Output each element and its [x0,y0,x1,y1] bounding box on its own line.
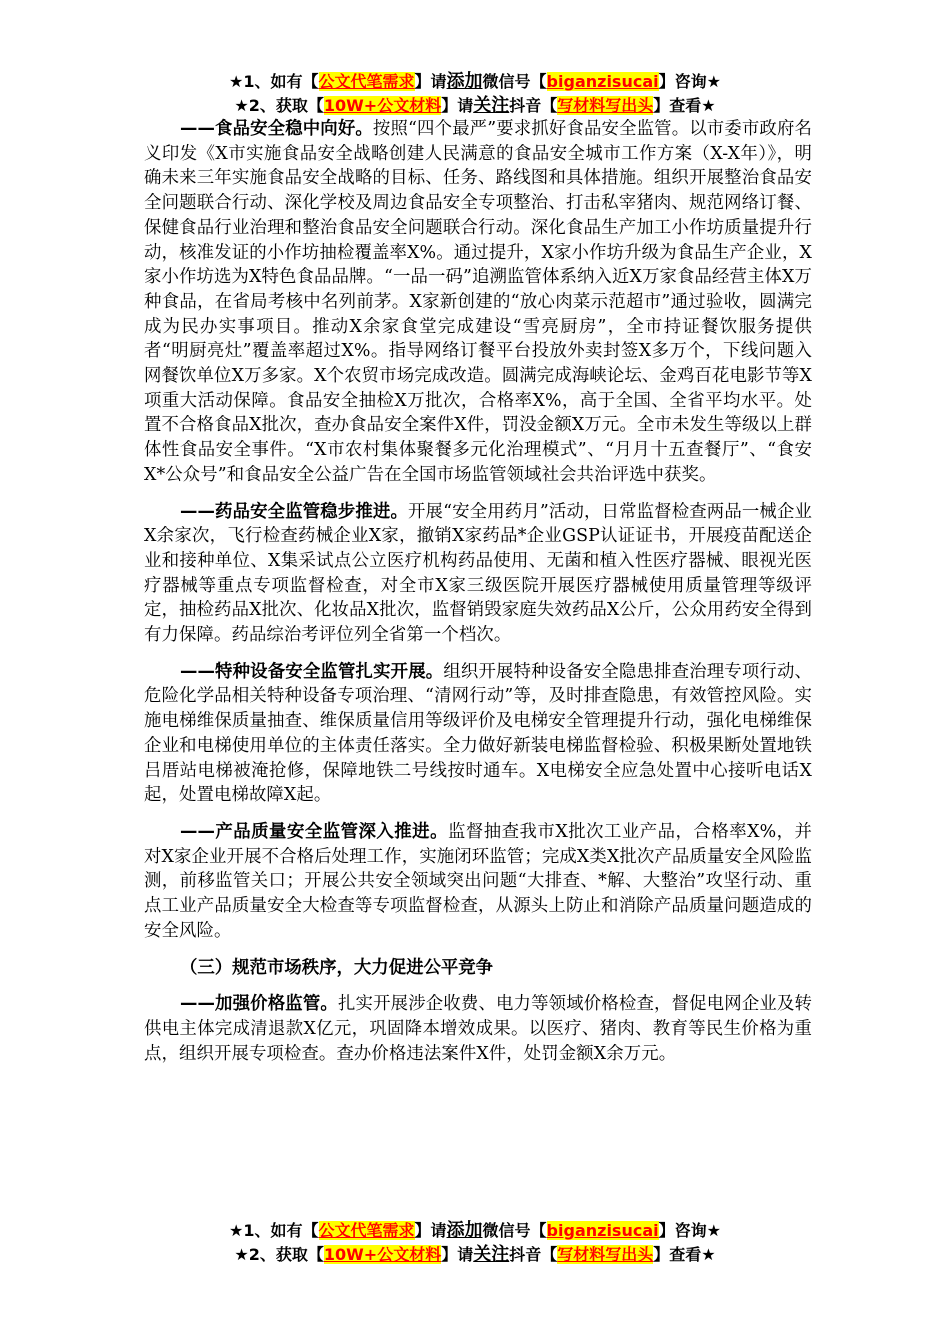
banner-line-2: ★2、获取【10W+公文材料】请关注抖音【写材料写出头】查看★ [234,1244,716,1265]
paragraph-text: 监督抽查我市X批次工业产品，合格率X%，并对X家企业开展不合格后处理工作，实施闭环监管；完成X类X批次产品质量安全风险监测，前移监管关口；开展公共安全领域突出问题“大排查、*解、大整治”攻坚行动、重点工业产品质量安全大检查等专项监督检查，从源头上防止和消除产品质量问题造成的安全风险。 [144,821,812,941]
materials-highlight: 10W+公文材料 [323,1245,442,1264]
banner-line-1: ★1、如有【公文代笔需求】请添加微信号【biganzisucai】咨询★ [229,1220,721,1241]
paragraph-lead: ——食品安全稳中向好。 [180,119,373,139]
paragraph-product-quality [144,820,812,944]
paragraph-lead: ——特种设备安全监管扎实开展。 [180,661,444,682]
ghostwriting-highlight: 公文代笔需求 [318,72,415,91]
ghostwriting-highlight: 公文代笔需求 [318,1221,415,1240]
bottom-banner [0,1219,950,1267]
paragraph-lead: ——加强价格监管。 [180,994,338,1015]
wechat-id-highlight: biganzisucai [546,72,659,91]
paragraph-text: 按照“四个最严”要求抓好食品安全监管。以市委市政府名义印发《X市实施食品安全战略创建人民满意的食品安全城市工作方案（X-X年）》，明确未来三年实施食品安全战略的目标、任务、路线图和具体措施。组织开展整治食品安全问题联合行动、深化学校及周边食品安全专项整治、打击私宰猪肉、规范网络订餐、保健食品行业治理和整治食品安全问题联合行动。深化食品生产加工小作坊质量提升行动，核准发证的小作坊抽检覆盖率X%。通过提升，X家小作坊升级为食品生产企业，X家小作坊选为X特色食品品牌。“一品一码”追溯监管体系纳入近X万家食品经营主体X万种食品，在省局考核中名列前茅。X家新创建的“放心肉菜示范超市”通过验收，圆满完成为民办实事项目。推动X余家食堂完成建设“雪亮厨房”，全市持证餐饮服务提供者“明厨亮灶”覆盖率超过X%。指导网络订餐平台投放外卖封签X多万个，下线问题入网餐饮单位X万多家。X个农贸市场完成改造。圆满完成海峡论坛、金鸡百花电影节等X项重大活动保障。食品安全抽检X万批次，合格率X%，高于全国、全省平均水平。处置不合格食品X批次，查办食品安全案件X件，罚没金额X万元。全市未发生等级以上群体性食品安全事件。“X市农村集体聚餐多元化治理模式”、“月月十五查餐厅”、“食安X*公众号”和食品安全公益广告在全国市场监管领域社会共治评选中获奖。 [144,119,812,485]
paragraph-lead: ——产品质量安全监管深入推进。 [180,821,448,842]
paragraph-text: 扎实开展涉企收费、电力等领域价格检查，督促电网企业及转供电主体完成清退款X亿元，巩固降本增效成果。以医疗、猪肉、教育等民生价格为重点，组织开展专项检查。查办价格违法案件X件，处罚金额X余万元。 [144,994,812,1064]
paragraph-text: 开展“安全用药月”活动，日常监督检查两品一械企业X余家次，飞行检查药械企业X家，撤销X家药品*企业GSP认证证书，开展疫苗配送企业和接种单位、X集采试点公立医疗机构药品使用、无菌和植入性医疗器械、眼视光医疗器械等重点专项监督检查，对全市X家三级医院开展医疗器械使用质量管理等级评定，抽检药品X批次、化妆品X批次，监督销毁家庭失效药品X公斤，公众用药安全得到有力保障。药品综治考评位列全省第一个档次。 [144,501,812,646]
paragraph-food-safety [144,117,812,488]
section-heading: （三）规范市场秩序，大力促进公平竞争 [180,957,494,978]
douyin-highlight: 写材料写出头 [557,1245,654,1264]
paragraph-special-equipment [144,660,812,808]
banner-line-1: ★1、如有【公文代笔需求】请添加微信号【biganzisucai】咨询★ [229,71,721,92]
paragraph-text: 组织开展特种设备安全隐患排查治理专项行动、危险化学品相关特种设备专项治理、“清网行动”等，及时排查隐患，有效管控风险。实施电梯维保质量抽查、维保质量信用等级评价及电梯安全管理提升行动，强化电梯维保企业和电梯使用单位的主体责任落实。全力做好新装电梯监督检验、积极果断处置地铁吕厝站电梯被淹抢修，保障地铁二号线按时通车。X电梯安全应急处置中心接听电话X起，处置电梯故障X起。 [144,661,812,806]
paragraph-drug-safety [144,500,812,648]
paragraph-lead: ——药品安全监管稳步推进。 [180,501,409,522]
wechat-id-highlight: biganzisucai [546,1221,659,1240]
materials-highlight: 10W+公文材料 [323,96,442,115]
banner-line-2: ★2、获取【10W+公文材料】请关注抖音【写材料写出头】查看★ [234,95,716,116]
paragraph-price-supervision [144,992,812,1066]
douyin-highlight: 写材料写出头 [557,96,654,115]
top-banner [0,70,950,118]
document-body [144,117,812,1078]
